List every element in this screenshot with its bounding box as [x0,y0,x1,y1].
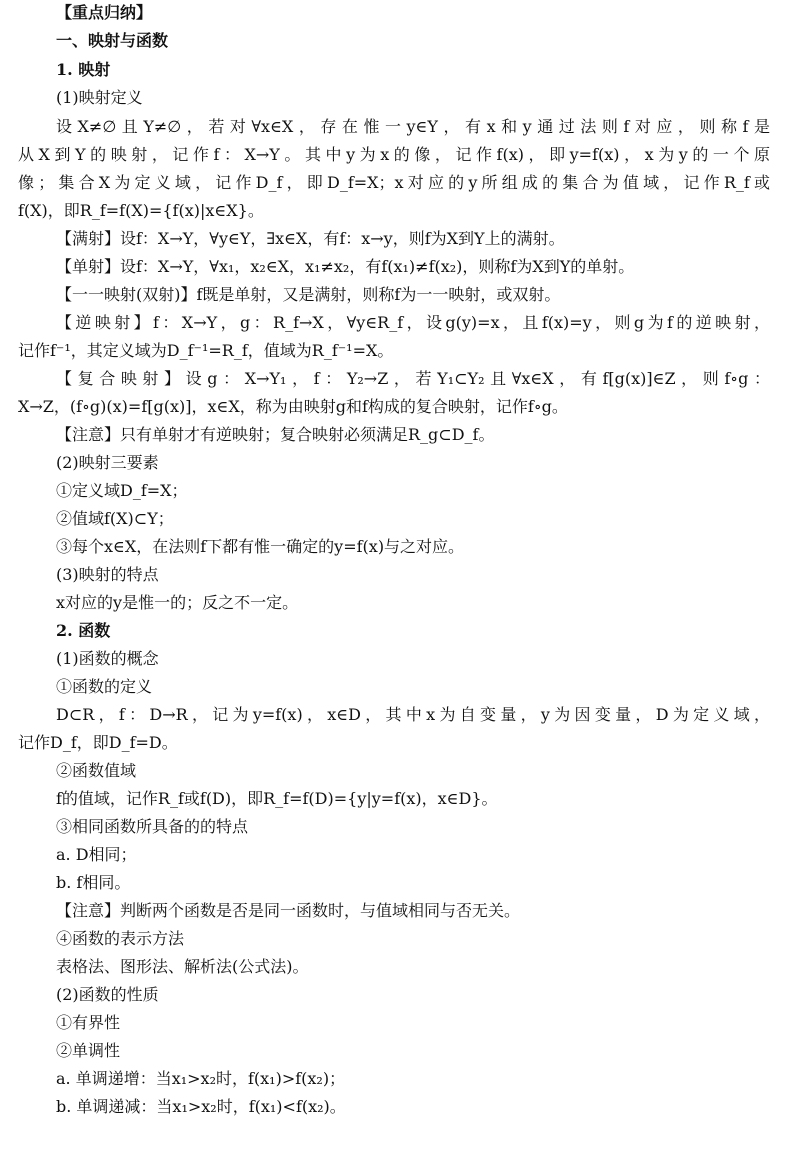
paragraph-line: f的值域，记作R_f或f(D)，即R_f=f(D)={y|y=f(x)，x∈D}。 [56,789,498,808]
subheading: (1)函数的概念 [56,649,159,668]
heading-mapping: 1. 映射 [56,60,111,79]
definition-injection: 【单射】设f：X→Y，∀x₁，x₂∈X，x₁≠x₂，有f(x₁)≠f(x₂)，则称f为X到Y的单射。 [56,257,635,276]
list-item: a. 单调递增：当x₁>x₂时，f(x₁)>f(x₂)； [56,1069,346,1088]
paragraph-line: 表格法、图形法、解析法(公式法)。 [56,957,309,976]
paragraph-line: D⊂R，f：D→R，记为y=f(x)，x∈D，其中x为自变量，y为因变量，D为定义域， [56,705,770,724]
heading-function: 2. 函数 [56,621,111,640]
note-line: 【注意】只有单射才有逆映射；复合映射必须满足R_g⊂D_f。 [56,425,495,444]
paragraph-line: 从X到Y的映射，记作f：X→Y。其中y为x的像，记作f(x)，即y=f(x)，x为y的一个原 [18,145,770,164]
paragraph-line: f(X)，即R_f=f(X)={f(x)|x∈X}。 [18,201,264,220]
section-label: 【重点归纳】 [56,3,153,22]
list-item: ②单调性 [56,1041,121,1060]
subheading: (1)映射定义 [56,88,143,107]
paragraph-line: 记作f⁻¹，其定义域为D_f⁻¹=R_f，值域为R_f⁻¹=X。 [18,341,394,360]
subheading: (2)映射三要素 [56,453,159,472]
paragraph-line: X→Z，(f∘g)(x)=f[g(x)]，x∈X，称为由映射g和f构成的复合映射，记作f∘g。 [18,397,568,416]
list-item: a. D相同； [56,845,137,864]
paragraph-line: 像；集合X为定义域，记作D_f，即D_f=X；x对应的y所组成的集合为值域，记作R_f或 [18,173,770,192]
paragraph-line: 设X≠∅且Y≠∅，若对∀x∈X，存在惟一y∈Y，有x和y通过法则f对应，则称f是 [56,117,770,136]
list-item: b. f相同。 [56,873,131,892]
definition-inverse: 【逆映射】f：X→Y，g：R_f→X，∀y∈R_f，设g(y)=x，且f(x)=y，则g为f的逆映射， [56,313,770,332]
list-item: ③相同函数所具备的的特点 [56,817,249,836]
list-item: ②值域f(X)⊂Y； [56,509,174,528]
list-item: b. 单调递减：当x₁>x₂时，f(x₁)<f(x₂)。 [56,1097,346,1116]
definition-bijection: 【一一映射(双射)】f既是单射，又是满射，则称f为一一映射，或双射。 [56,285,561,304]
list-item: ③每个x∈X，在法则f下都有惟一确定的y=f(x)与之对应。 [56,537,465,556]
subheading: (3)映射的特点 [56,565,159,584]
paragraph-line: 记作D_f，即D_f=D。 [18,733,178,752]
list-item: ①有界性 [56,1013,121,1032]
list-item: ④函数的表示方法 [56,929,185,948]
definition-composite: 【复合映射】设g：X→Y₁，f：Y₂→Z，若Y₁⊂Y₂且∀x∈X，有f[g(x)]∈Z，则f∘g： [56,369,770,388]
paragraph-line: x对应的y是惟一的；反之不一定。 [56,593,299,612]
list-item: ①定义域D_f=X； [56,481,188,500]
chapter-title: 一、映射与函数 [56,31,169,50]
definition-surjection: 【满射】设f：X→Y，∀y∈Y，∃x∈X，有f：x→y，则f为X到Y上的满射。 [56,229,565,248]
note-line: 【注意】判断两个函数是否是同一函数时，与值域相同与否无关。 [56,901,521,920]
list-item: ②函数值域 [56,761,137,780]
list-item: ①函数的定义 [56,677,153,696]
subheading: (2)函数的性质 [56,985,159,1004]
